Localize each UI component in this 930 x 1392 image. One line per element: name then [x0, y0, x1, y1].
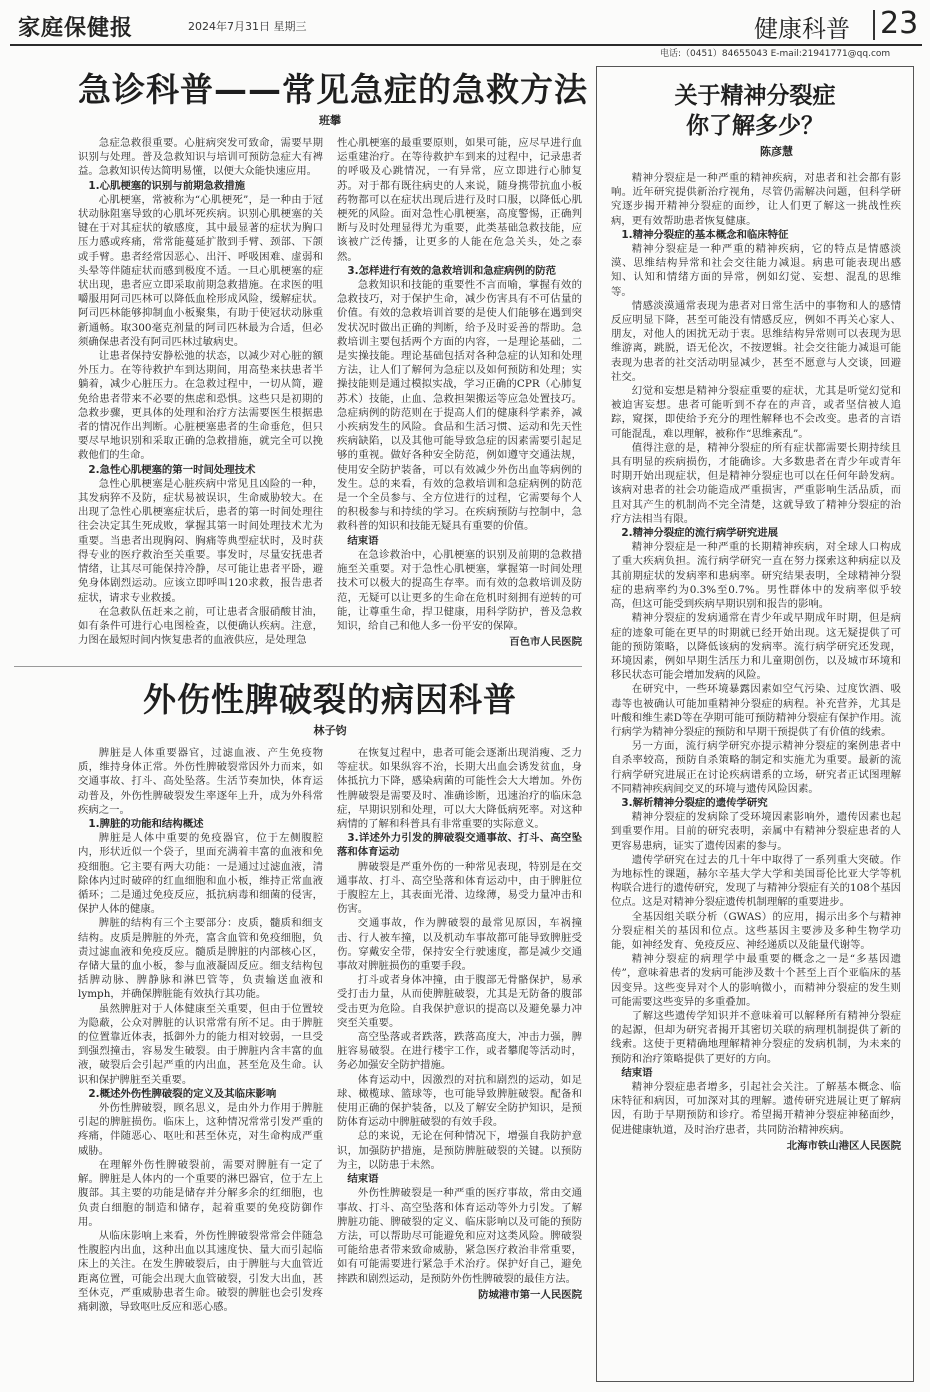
- section-heading: 1.心肌梗塞的识别与前期急救措施: [88, 179, 246, 192]
- paragraph: 全基因组关联分析（GWAS）的应用，揭示出多个与精神分裂症相关的基因和位点。这些基因主要涉及多种生物学功能，如神经发育、免疫反应、神经递质以及能量代谢等。: [611, 910, 901, 951]
- section-heading: 1.脾脏的功能和结构概述: [88, 818, 204, 831]
- issue-date: 2024年7月31日 星期三: [188, 20, 307, 33]
- paragraph: 精神分裂症是一种严重的精神疾病，它的特点是情感淡漠、思维结构异常和社会交往能力减退。病患可能表现出感知、认知和情绪方面的异常，例如幻觉、妄想、混乱的思维等。: [611, 243, 901, 298]
- paragraph: 精神分裂症的病理学中最重要的概念之一是“多基因遗传”，意味着患者的发病可能涉及数十个甚至上百个亚临床的基因变异。这些变异对个人的影响微小，而精神分裂症的发生则可能需要这些变异的多重叠加。: [611, 953, 901, 1008]
- paragraph: 脾脏是人体重要器官，过滤血液、产生免疫物质，维持身体正常。外伤性脾破裂常因外力而来，如交通事故、打斗、高处坠落。生活节奏加快，体育运动普及，外伤性脾破裂发生率逐年上升，成为外科常疾病之一。: [78, 747, 323, 816]
- paragraph: 在理解外伤性脾破裂前，需要对脾脏有一定了解。脾脏是人体内的一个重要的淋巴器官，位于左上腹部。其主要的功能是储存并分解多余的红细胞，也负责白细胞的制造和储存，起着重要的免疫防御作用。: [78, 1158, 323, 1228]
- section-heading: 3.详述外力引发的脾破裂交通事故、打斗、高空坠落和体育运动: [337, 832, 582, 859]
- paragraph: 在急诊救治中，心肌梗塞的识别及前期的急救措施至关重要。对于急性心肌梗塞，掌握第一时间处理技术可以极大的提高生存率。而有效的急救培训及防范，无疑可以让更多的生命在危机时刻拥有逆转的可能，让尊重生命，捍卫健康，用科学防护，普及急救知识，给自己和他人多一份平安的保障。: [337, 548, 582, 632]
- section-heading: 3.解析精神分裂症的遗传学研究: [621, 796, 768, 809]
- article-spleen-header: [78, 680, 582, 738]
- paragraph: 精神分裂症是一种严重的精神疾病，对患者和社会都有影响。近年研究提供新治疗视角，尽管仍需解决问题，但科学研究逐步揭开精神分裂症的面纱，让人们更了解这一挑战性疾病，更有效帮助患者恢复健康。: [611, 172, 901, 227]
- author-affiliation: 百色市人民医院: [509, 636, 582, 649]
- article-spleen-author: 林子钧: [313, 724, 347, 737]
- paragraph: 值得注意的是，精神分裂症的所有症状都需要长期持续且具有明显的疾病损伤，才能确诊。大多数患者在青少年或青年时期开始出现症状，但是精神分裂症也可以在任何年龄发病。该病对患者的社会功能造成严重损害，严重影响生活品质，而且对其产生的机制尚不完全清楚，这就导致了精神分裂症的治疗方法相当有限。: [611, 441, 901, 525]
- article-schizophrenia-title: [597, 81, 913, 141]
- article-spleen-column-2: [337, 746, 582, 1376]
- paragraph: 遗传学研究在过去的几十年中取得了一系列重大突破。作为地标性的课题，赫尔辛基大学大学和美国哥伦比亚大学等机构联合进行的遗传研究，发现了与精神分裂症有关的108个基因位点。这是对精神分裂症遗传机制理解的重要进步。: [611, 853, 901, 909]
- paragraph: 性心肌梗塞的最重要原则，如果可能，应尽早进行血运重建治疗。在等待救护车到来的过程中，记录患者的呼吸及心跳情况，一有异常，应立即进行心肺复苏。对于都有既往病史的人来说，随身携带抗血小板药物都可以在症状出现后进行及时口服，以降低心肌梗死的风险。面对急性心肌梗塞，高度警惕，正确判断与及时处理显得尤为重要，此类基础急救技能，应该被广泛传播，让更多的人能在危急关头，处之泰然。: [337, 137, 582, 263]
- paragraph: 精神分裂症患者增多，引起社会关注。了解基本概念、临床特征和病因，可加深对其的理解。遗传研究进展让更了解病因，有助于早期预防和诊疗。希望揭开精神分裂症神秘面纱，促进健康轨道，及时治疗患者，共同防治精神疾病。: [611, 1081, 901, 1136]
- section-heading: 结束语: [621, 1066, 653, 1079]
- article-emergency-header: [78, 70, 588, 128]
- paragraph: 外伤性脾破裂，顾名思义，是由外力作用于脾脏引起的脾脏损伤。临床上，这种情况常常引发严重的疼痛，伴随恶心、呕吐和甚至休克，对生命构成严重威胁。: [78, 1102, 323, 1157]
- article-emergency-author: 班攀: [319, 114, 341, 127]
- section-name: 健康科普: [754, 15, 850, 43]
- article-schizophrenia-title-line2: 你了解多少？: [686, 113, 824, 139]
- section-heading: 结束语: [347, 534, 379, 547]
- article-schizophrenia-title-line1: 关于精神分裂症: [674, 83, 836, 109]
- section-heading: 2.急性心肌梗塞的第一时间处理技术: [88, 463, 256, 476]
- article-emergency-body: [78, 136, 582, 660]
- article-spleen-column-1: [78, 746, 323, 1376]
- article-divider: [14, 666, 582, 667]
- paragraph: 高空坠落或者跌落，跌落高度大，冲击力强，脾脏容易破裂。在进行楼宇工作，或者攀爬等活动时，务必加强安全防护措施。: [337, 1031, 582, 1072]
- paragraph: 急症急救很重要。心脏病突发可致命，需要早期识别与处理。普及急救知识与培训可预防急症大有裨益。急救知识传达简明易懂，以便大众能快速应用。: [78, 137, 323, 178]
- paragraph: 体育运动中，因激烈的对抗和剧烈的运动，如足球、橄榄球、篮球等，也可能导致脾脏破裂。配备和使用正确的保护装备，以及了解安全防护知识，是预防体育运动中脾脏破裂的有效手段。: [337, 1073, 582, 1129]
- paragraph: 打斗或者身体冲撞，由于腹部无骨骼保护，易承受打击力量，从而使脾脏破裂，尤其是无防备的腹部受击更为危险。自我保护意识的提高以及避免暴力冲突至关重要。: [337, 974, 582, 1029]
- paragraph: 总的来说，无论在何种情况下，增强自我防护意识，加强防护措施，是预防脾脏破裂的关键。以预防为主，以防患于未然。: [337, 1130, 582, 1171]
- paragraph: 精神分裂症的发病通常在青少年或早期成年时期，但是病症的迹象可能在更早的时期就已经开始出现。这无疑提供了可能的预防策略，以降低该病的发病率。流行病学研究还发现，环境因素，例如早期生活压力和儿童期创伤，以及城市环境和移民状态可能会增加发病的风险。: [611, 612, 901, 682]
- paragraph: 在急救队伍赶来之前，可让患者含服硝酸甘油，如有条件可进行心电图检查，以便确认疾病。注意，力图在最短时间内恢复患者的血液供应，是处理急: [78, 605, 323, 647]
- paragraph: 急救知识和技能的重要性不言而喻，掌握有效的急救技巧，对于保护生命，减少伤害具有不可估量的价值。有效的急救培训首要的是使人们能够在遇到突发状况时做出正确的判断，给予及时妥善的帮助。急救培训主要包括两个方面的内容，一是理论基础，二是实操技能。理论基础包括对各种急症的认知和处理方法，让人们了解何为急症以及如何预防和处理；实操技能则是通过模拟实战，学习正确的CPR（心肺复苏术）技能，止血、急救担架搬运等应急处置技巧。急症病例的防范则在于提高人们的健康科学素养，减小疾病发生的风险。食品和生活习惯、运动和先天性疾病缺陷，以及其他可能导致急症的因素需要引起足够的重视。做好各种安全防范，例如遵守交通法规，使用安全防护装备，可以有效减少外伤出血等病例的发生。总的来看，有效的急救培训和急症病例的防范是一个全员参与、全方位进行的过程，它需要每个人的积极参与和持续的学习。在疾病预防与控制中，急救科普的知识和技能无疑具有重要的价值。: [337, 279, 582, 533]
- paragraph: 让患者保持安静松弛的状态，以减少对心脏的额外压力。在等待救护车到达期间，用高垫来扶患者半躺着，减少心脏压力。在急救过程中，一切从简，避免给患者带来不必要的焦虑和恐惧。这些只是初期的急救步骤，更具体的处理和治疗方法需要医生根据患者的情况作出判断。心脏梗塞患者的生命垂危，但只要尽早地识别和采取正确的急救措施，就完全可以挽救他们的生命。: [78, 350, 323, 462]
- contact-info: 电话:（0451）84655043 E-mail:21941771@qq.com: [660, 49, 891, 59]
- article-emergency-column-2: [337, 136, 582, 660]
- article-spleen-title: 外伤性脾破裂的病因科普: [143, 680, 517, 719]
- paragraph: 另一方面，流行病学研究亦提示精神分裂症的案例患者中自杀率较高，预防自杀策略的制定和实施尤为重要。最新的流行病学研究进展正在讨论疾病谱系的立场，研究者正试图理解不同精神疾病间交叉的环境与遗传风险因素。: [611, 740, 901, 795]
- paragraph: 脾脏是人体中重要的免疫器官，位于左侧腹腔内，形状近似一个袋子，里面充满着丰富的血液和免疫细胞。它主要有两大功能：一是通过过滤血液，清除体内过时破碎的红血细胞和血小板，维持正常血液循环；二是通过免疫反应，抵抗病毒和细菌的侵害，保护人体的健康。: [78, 832, 323, 916]
- section-heading: 结束语: [347, 1173, 379, 1186]
- article-schizophrenia-body: [611, 171, 901, 1371]
- paragraph: 从临床影响上来看，外伤性脾破裂常常会伴随急性腹腔内出血，这种出血以其速度快、量大而引起临床上的关注。在发生脾破裂后，由于脾脏与大血管近距离位置，可能会出现大血管破裂，引发大出血，甚至休克，严重威胁患者生命。破裂的脾脏也会引发疼痛刺激，导致呕吐反应和恶心感。: [78, 1229, 323, 1313]
- paragraph: 虽然脾脏对于人体健康至关重要，但由于位置较为隐蔽，公众对脾脏的认识常常有所不足。由于脾脏的位置靠近体表，抵御外力的能力相对较弱，一旦受到强烈撞击，容易发生破裂。由于脾脏内含丰富的血液，破裂后会引起严重的内出血，甚至危及生命。认识和保护脾脏至关重要。: [78, 1002, 323, 1086]
- newspaper-name: 家庭保健报: [18, 16, 134, 41]
- paragraph: 幻觉和妄想是精神分裂症重要的症状，尤其是听觉幻觉和被迫害妄想。患者可能听到不存在的声音，或者坚信被人追踪，窥探，即使给予充分的理性解释也不会改变。患者的言语可能混乱，难以理解，被称作“思维紊乱”。: [611, 385, 901, 440]
- paragraph: 脾脏的结构有三个主要部分：皮质，髓质和细支结构。皮质是脾脏的外壳，富含血管和免疫细胞，负责过滤血液和免疫反应。髓质是脾脏的内部核心区，存储大量的血小板，参与血液凝固反应。细支结构包括脾动脉、脾静脉和淋巴管等，负责输送血液和 lymph，并确保脾脏能有效执行其功能。: [78, 917, 323, 1001]
- section-heading: 1.精神分裂症的基本概念和临床特征: [621, 228, 789, 241]
- paragraph: 精神分裂症的发病除了受环境因素影响外，遗传因素也起到重要作用。目前的研究表明，亲属中有精神分裂症患者的人更容易患病，证实了遗传因素的参与。: [611, 811, 901, 852]
- section-heading: 2.精神分裂症的流行病学研究进展: [621, 527, 779, 540]
- author-affiliation: 防城港市第一人民医院: [478, 1288, 582, 1301]
- paragraph: 在研究中，一些环境暴露因素如空气污染、过度饮酒、吸毒等也被确认可能加重精神分裂症的病程。补充营养，尤其是叶酸和维生素D等在孕期可能可预防精神分裂症有保护作用。流行病学为精神分裂症的预防和早期干预提供了有价值的线索。: [611, 683, 901, 738]
- paragraph: 在恢复过程中，患者可能会逐渐出现消瘦、乏力等症状。如果纵容不治，长期大出血会诱发贫血，身体抵抗力下降，感染病菌的可能性会大大增加。外伤性脾破裂是需要及时、准确诊断，迅速治疗的临床急症，早期识别和处理，可以大大降低病死率。对这种病情的了解和科普具有非常重要的实际意义。: [337, 747, 582, 831]
- article-schizophrenia-box: [596, 66, 914, 1382]
- article-spleen-body: [78, 746, 582, 1376]
- article-emergency-column-1: [78, 136, 323, 660]
- author-affiliation: 北海市铁山港区人民医院: [786, 1139, 901, 1152]
- paragraph: 急性心肌梗塞是心脏疾病中常见且凶险的一种，其发病猝不及防，症状易被误识，生命威胁较大。在出现了急性心肌梗塞症状后，患者的第一时间处理往往会决定其生死成败，掌握其第一时间处理技术尤为重要。当患者出现胸闷、胸痛等典型症状时，及时获得专业的医疗救治至关重要。事发时，尽量安抚患者情绪，让其尽可能保持冷静，尽可能让患者平卧，避免身体剧烈运动。应该立即呼叫120求救，报告患者症状，请求专业救援。: [78, 477, 323, 604]
- section-heading: 2.概述外伤性脾破裂的定义及其临床影响: [88, 1087, 277, 1100]
- paragraph: 脾破裂是严重外伤的一种常见表现，特别是在交通事故、打斗、高空坠落和体育运动中，由于脾脏位于腹腔左上，其表面光滑、边缘薄，易受力量冲击和伤害。: [337, 860, 582, 916]
- paragraph: 了解这些遗传学知识并不意味着可以解释所有精神分裂症的起源，但却为研究者揭开其密切关联的病理机制提供了新的线索。这使于更精确地理解精神分裂症的发病机制，为未来的预防和治疗策略提供了更好的方向。: [611, 1009, 901, 1065]
- paragraph: 交通事故，作为脾破裂的最常见原因，车祸撞击、行人被车撞，以及机动车事故都可能导致脾脏受伤。穿戴安全带，保持安全行驶速度，都是减少交通事故对脾脏损伤的重要手段。: [337, 917, 582, 973]
- paragraph: 心肌梗塞，常被称为“心肌梗死”，是一种由于冠状动脉阻塞导致的心肌坏死疾病。识别心肌梗塞的关键在于对其症状的敏感度，其中最显著的症状为胸口压力感或疼痛，常常能蔓延扩散到手臂、颈部、下颌或手臂。患者经常因恶心、出汗、呼吸困难、虚弱和头晕等伴随症状而感到极度不适。一旦心肌梗塞的症状出现，患者应立即采取前期急救措施。在求医的咀嚼服用阿司匹林可以降低血栓形成风险，缓解症状。阿司匹林能够抑制血小板聚集，有助于使冠状动脉重新通畅。取300毫克剂量的阿司匹林最为合适，但必须确保患者没有阿司匹林过敏病史。: [78, 193, 323, 348]
- page-number: 23: [880, 6, 919, 41]
- masthead: [10, 8, 922, 46]
- section-heading: 3.怎样进行有效的急救培训和急症病例的防范: [347, 264, 556, 277]
- masthead-divider: [873, 10, 875, 40]
- paragraph: 外伤性脾破裂是一种严重的医疗事故，常由交通事故、打斗、高空坠落和体育运动等外力引发。了解脾脏功能、脾破裂的定义、临床影响以及可能的预防方法，可以帮助尽可能避免和应对这类风险。脾破裂可能给患者带来致命威胁，紧急医疗救治非常重要，如有可能需要进行紧急手术治疗。保护好自己，避免摔跌和剧烈运动，是预防外伤性脾破裂的最佳方法。: [337, 1187, 582, 1285]
- paragraph: 精神分裂症是一种严重的长期精神疾病，对全球人口构成了重大疾病负担。流行病学研究一直在努力探索这种病症以及其前期症状的发病率和患病率。研究结果表明，全球精神分裂症的患病率约为0.3%至0.7%。男性群体中的发病率似乎较高，但这可能受到疾病早期识别和报告的影响。: [611, 541, 901, 611]
- paragraph: 情感淡漠通常表现为患者对日常生活中的事物和人的感情反应明显下降，甚至可能没有情感反应，例如不再关心家人、朋友，对他人的困扰无动于衷。思维结构异常则可以表现为思维游离，跳脱，语无伦次，不按逻辑。社会交往能力减退可能表现为患者的社交活动明显减少，甚至不愿意与人交谈，回避社交。: [611, 299, 901, 383]
- article-schizophrenia-author: 陈彦慧: [760, 145, 793, 158]
- article-emergency-title: 急诊科普——常见急症的急救方法: [78, 70, 588, 109]
